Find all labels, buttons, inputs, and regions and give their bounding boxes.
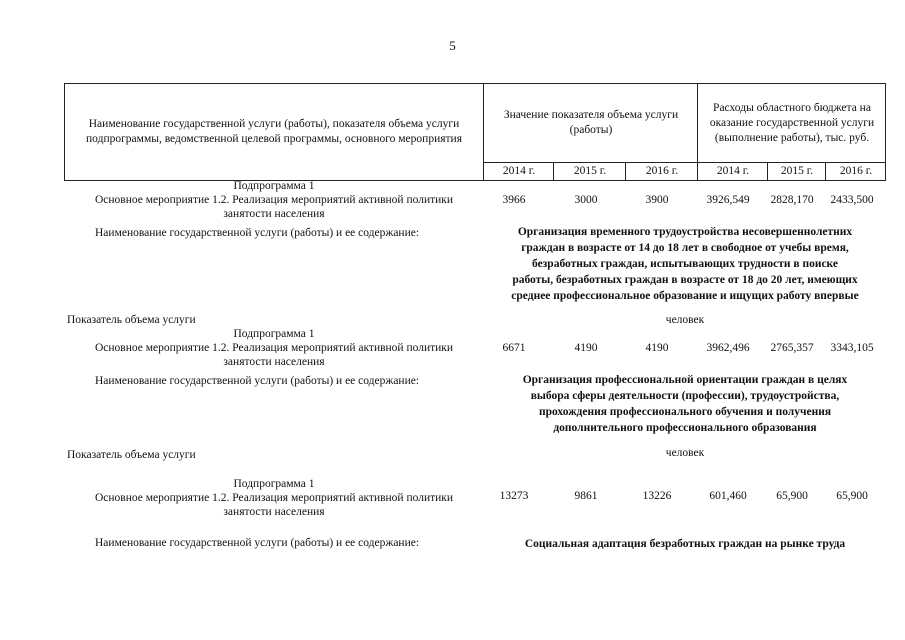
value-cell: 4190 bbox=[574, 342, 598, 354]
table-header bbox=[64, 83, 886, 181]
indicator-label: Показатель объема услуги bbox=[67, 314, 196, 326]
activity-line: Основное мероприятие 1.2. Реализация мероприятий активной политики bbox=[94, 342, 454, 354]
service-label: Наименование государственной услуги (работы) и ее содержание: bbox=[95, 537, 420, 549]
value-cell: 4190 bbox=[645, 342, 669, 354]
year-header: 2014 г. bbox=[502, 165, 536, 177]
value-cell: 6671 bbox=[502, 342, 526, 354]
page-number: 5 bbox=[449, 38, 456, 53]
activity-line: занятости населения bbox=[223, 208, 325, 220]
service-name: Организация профессиональной ориентации граждан в целях выбора сферы деятельности (профессии), трудоустройства, прохождения профессионального обучения и получения дополнительного профессионального образования bbox=[522, 374, 848, 434]
year-header: 2015 г. bbox=[780, 165, 814, 177]
year-header: 2016 г. bbox=[645, 165, 679, 177]
value-cell: 2765,357 bbox=[770, 342, 814, 354]
value-cell: 3962,496 bbox=[706, 342, 750, 354]
year-header: 2016 г. bbox=[839, 165, 873, 177]
indicator-unit: человек bbox=[665, 314, 705, 326]
value-cell: 2433,500 bbox=[830, 194, 874, 206]
service-label: Наименование государственной услуги (работы) и ее содержание: bbox=[95, 375, 420, 387]
value-cell: 3000 bbox=[574, 194, 598, 206]
value-cell: 65,900 bbox=[836, 490, 868, 502]
indicator-label: Показатель объема услуги bbox=[67, 449, 196, 461]
header-expense-col: Расходы областного бюджета на оказание государственной услуги (выполнение работы), тыс. руб. bbox=[709, 101, 875, 144]
activity-line: занятости населения bbox=[223, 506, 325, 518]
value-cell: 3966 bbox=[502, 194, 526, 206]
subprogram-label: Подпрограмма 1 bbox=[233, 478, 315, 490]
value-cell: 13273 bbox=[499, 490, 529, 502]
activity-line: занятости населения bbox=[223, 356, 325, 368]
value-cell: 3900 bbox=[645, 194, 669, 206]
service-label: Наименование государственной услуги (работы) и ее содержание: bbox=[95, 227, 420, 239]
activity-line: Основное мероприятие 1.2. Реализация мероприятий активной политики bbox=[94, 194, 454, 206]
value-cell: 9861 bbox=[574, 490, 598, 502]
value-cell: 3926,549 bbox=[706, 194, 750, 206]
subprogram-label: Подпрограмма 1 bbox=[233, 328, 315, 340]
activity-line: Основное мероприятие 1.2. Реализация мероприятий активной политики bbox=[94, 492, 454, 504]
header-name-col: Наименование государственной услуги (работы), показателя объема услуги подпрограммы, ведомственной целевой программы, основного мероприятия bbox=[86, 118, 462, 145]
value-cell: 13226 bbox=[642, 490, 672, 502]
value-cell: 65,900 bbox=[776, 490, 808, 502]
subprogram-label: Подпрограмма 1 bbox=[233, 180, 315, 192]
service-name: Социальная адаптация безработных граждан на рынке труда bbox=[524, 538, 846, 550]
value-cell: 2828,170 bbox=[770, 194, 814, 206]
header-value-col: Значение показателя объема услуги (работы) bbox=[503, 109, 679, 136]
value-cell: 601,460 bbox=[709, 490, 747, 502]
year-header: 2015 г. bbox=[573, 165, 607, 177]
service-name: Организация временного трудоустройства несовершеннолетних граждан в возрасте от 14 до 18 лет в свободное от учебы время, безработных граждан, испытывающих трудности в поиске работы, безработных граждан в возрасте от 18 до 20 лет, имеющих среднее профессиональное образование и ищущих работу впервые bbox=[511, 226, 859, 302]
value-cell: 3343,105 bbox=[830, 342, 874, 354]
indicator-unit: человек bbox=[665, 447, 705, 459]
year-header: 2014 г. bbox=[716, 165, 750, 177]
